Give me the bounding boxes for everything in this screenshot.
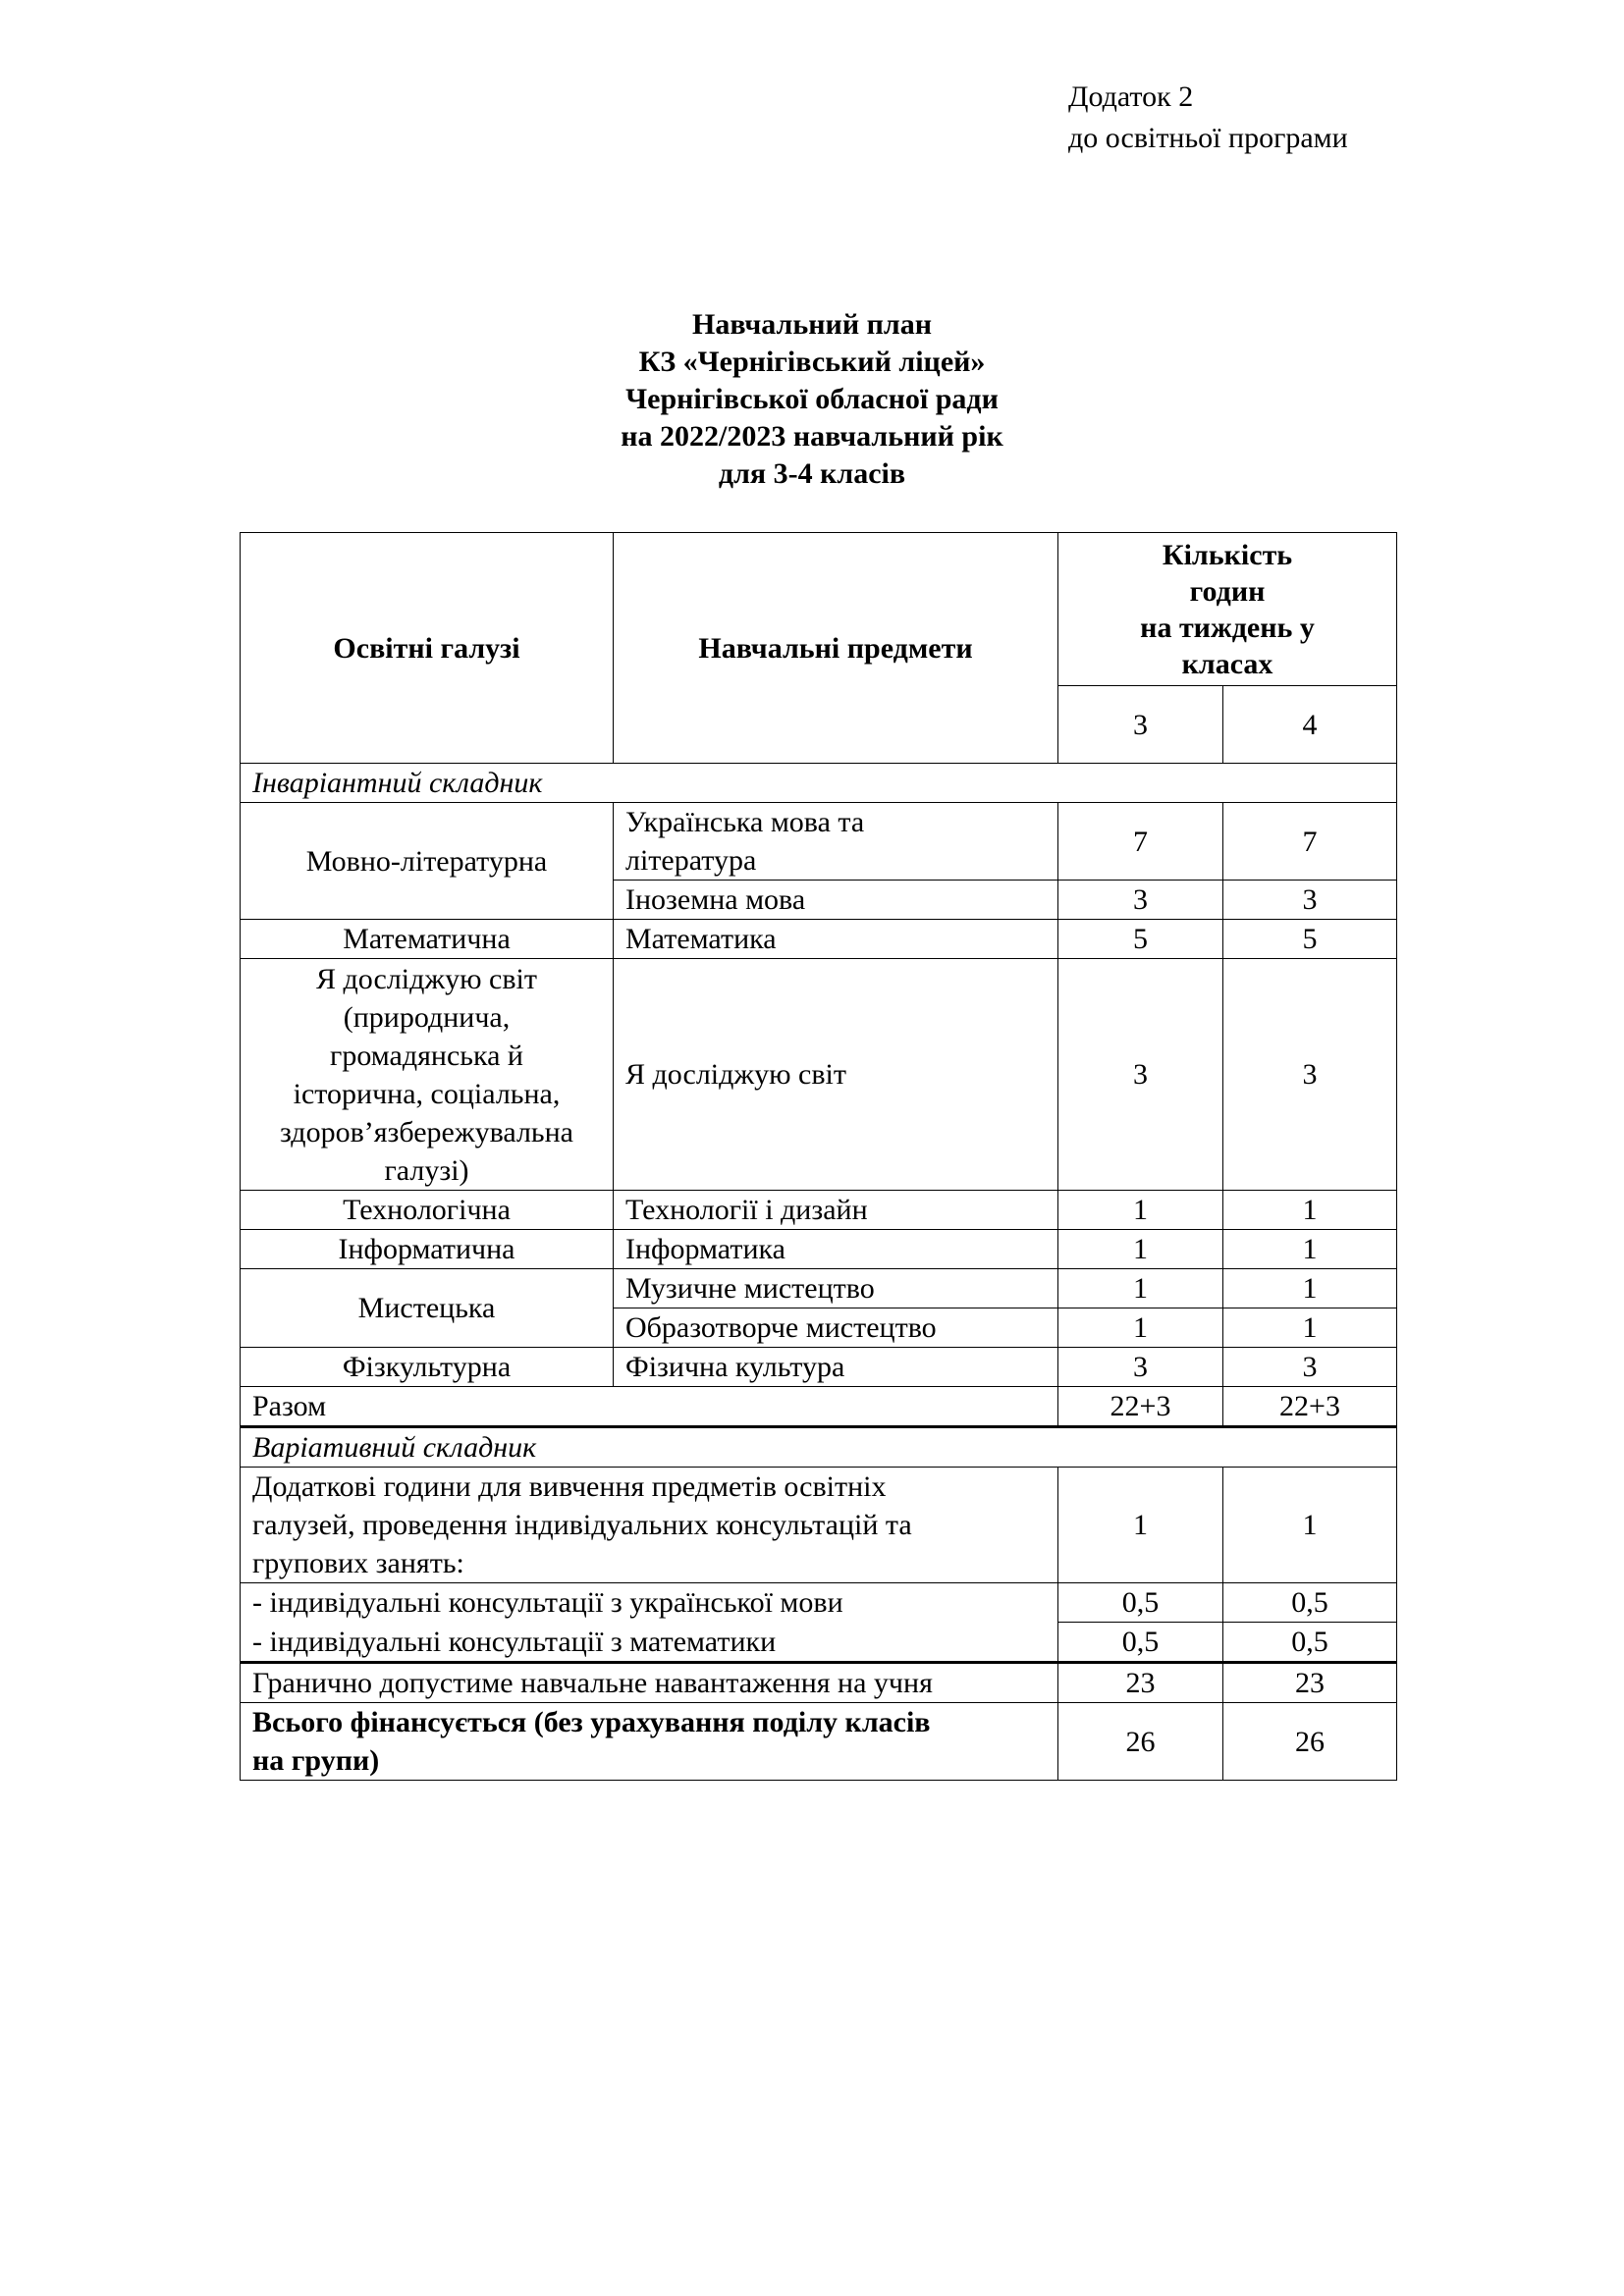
subject-ukrainian-line-1: Українська мова та bbox=[625, 806, 865, 838]
hours-grade-4: 3 bbox=[1223, 881, 1397, 920]
math-consult-label: - індивідуальні консультації з математики bbox=[241, 1623, 1058, 1663]
subject-visual-art: Образотворче мистецтво bbox=[614, 1308, 1058, 1348]
header-hours-line-1: Кількість bbox=[1162, 538, 1293, 571]
table-row bbox=[241, 1230, 1397, 1269]
hours-grade-3: 1 bbox=[1058, 1191, 1223, 1230]
hours-grade-3: 1 bbox=[1058, 1308, 1223, 1348]
total-grade-4: 22+3 bbox=[1223, 1387, 1397, 1427]
header-subject-cell bbox=[614, 533, 1058, 764]
total-grade-3: 22+3 bbox=[1058, 1387, 1223, 1427]
title-line-1: Навчальний план bbox=[691, 308, 933, 341]
financed-grade-4: 26 bbox=[1223, 1703, 1397, 1781]
subject-tech: Технології і дизайн bbox=[614, 1191, 1058, 1230]
ukr-consult-label: - індивідуальні консультації з української мови bbox=[241, 1583, 1058, 1623]
table-row bbox=[241, 1191, 1397, 1230]
table-row bbox=[241, 1623, 1397, 1663]
header-hours-line-3: на тиждень у bbox=[1140, 611, 1315, 644]
subject-ukrainian-line-2: література bbox=[625, 844, 757, 877]
header-hours-line-4: класах bbox=[1181, 647, 1273, 680]
hours-grade-4: 5 bbox=[1223, 920, 1397, 959]
hours-grade-4: 1 bbox=[1223, 1191, 1397, 1230]
annex-note bbox=[1068, 77, 1348, 159]
subject-ukrainian bbox=[614, 803, 1058, 881]
header-field-label: Освітні галузі bbox=[333, 631, 520, 665]
limit-label: Гранично допустиме навчальне навантаження на учня bbox=[241, 1663, 1058, 1703]
title-line-4: на 2022/2023 навчальний рік bbox=[621, 420, 1003, 453]
hours-grade-4: 0,5 bbox=[1223, 1583, 1397, 1623]
hours-grade-3: 5 bbox=[1058, 920, 1223, 959]
annex-line-2: до освітньої програми bbox=[1068, 122, 1348, 154]
hours-grade-3: 7 bbox=[1058, 803, 1223, 881]
title-line-2: КЗ «Чернігівський ліцей» bbox=[638, 346, 986, 378]
document-title bbox=[0, 306, 1624, 493]
hours-grade-3: 3 bbox=[1058, 1348, 1223, 1387]
extra-hours-line-3: групових занять: bbox=[252, 1547, 464, 1579]
field-art: Мистецька bbox=[241, 1269, 614, 1348]
section-row-variative bbox=[241, 1427, 1397, 1468]
financed-row bbox=[241, 1703, 1397, 1781]
hours-grade-4: 3 bbox=[1223, 959, 1397, 1191]
grade-4-header: 4 bbox=[1223, 686, 1397, 764]
field-world-line-2: (природнича, bbox=[343, 1000, 511, 1034]
total-label: Разом bbox=[241, 1387, 1058, 1427]
table-row bbox=[241, 1269, 1397, 1308]
variative-label: Варіативний складник bbox=[241, 1427, 1397, 1468]
hours-grade-4: 1 bbox=[1223, 1230, 1397, 1269]
hours-grade-4: 1 bbox=[1223, 1468, 1397, 1583]
hours-grade-4: 0,5 bbox=[1223, 1623, 1397, 1663]
subject-music: Музичне мистецтво bbox=[614, 1269, 1058, 1308]
limit-row bbox=[241, 1663, 1397, 1703]
subject-pe: Фізична культура bbox=[614, 1348, 1058, 1387]
field-world bbox=[241, 959, 614, 1191]
field-tech: Технологічна bbox=[241, 1191, 614, 1230]
table-row bbox=[241, 803, 1397, 881]
hours-grade-4: 1 bbox=[1223, 1269, 1397, 1308]
header-hours-line-2: годин bbox=[1189, 574, 1266, 608]
hours-grade-4: 3 bbox=[1223, 1348, 1397, 1387]
subject-info: Інформатика bbox=[614, 1230, 1058, 1269]
financed-grade-3: 26 bbox=[1058, 1703, 1223, 1781]
table-row bbox=[241, 1468, 1397, 1583]
hours-grade-3: 1 bbox=[1058, 1468, 1223, 1583]
header-field-cell bbox=[241, 533, 614, 764]
extra-hours-line-1: Додаткові години для вивчення предметів освітніх bbox=[252, 1470, 887, 1503]
header-hours-cell bbox=[1058, 533, 1397, 686]
field-world-line-1: Я досліджую світ bbox=[316, 962, 537, 995]
hours-grade-4: 1 bbox=[1223, 1308, 1397, 1348]
curriculum-table bbox=[240, 532, 1397, 1781]
field-world-line-6: галузі) bbox=[384, 1153, 469, 1187]
header-subject-label: Навчальні предмети bbox=[698, 631, 973, 665]
field-pe: Фізкультурна bbox=[241, 1348, 614, 1387]
hours-grade-3: 1 bbox=[1058, 1269, 1223, 1308]
field-world-line-4: історична, соціальна, bbox=[293, 1077, 561, 1110]
field-math: Математична bbox=[241, 920, 614, 959]
hours-grade-4: 7 bbox=[1223, 803, 1397, 881]
section-row-invariant bbox=[241, 764, 1397, 803]
financed-line-2: на групи) bbox=[252, 1744, 380, 1777]
table-row bbox=[241, 959, 1397, 1191]
hours-grade-3: 0,5 bbox=[1058, 1583, 1223, 1623]
financed-line-1: Всього фінансується (без урахування поділу класів bbox=[252, 1706, 931, 1738]
field-world-line-5: здоров’язбережувальна bbox=[280, 1115, 573, 1148]
field-info: Інформатична bbox=[241, 1230, 614, 1269]
hours-grade-3: 1 bbox=[1058, 1230, 1223, 1269]
field-world-line-3: громадянська й bbox=[330, 1039, 523, 1072]
subject-world: Я досліджую світ bbox=[614, 959, 1058, 1191]
table-row bbox=[241, 920, 1397, 959]
total-row bbox=[241, 1387, 1397, 1427]
extra-hours-label bbox=[241, 1468, 1058, 1583]
financed-label bbox=[241, 1703, 1058, 1781]
title-line-3: Чернігівської обласної ради bbox=[625, 383, 999, 415]
hours-grade-3: 0,5 bbox=[1058, 1623, 1223, 1663]
limit-grade-4: 23 bbox=[1223, 1663, 1397, 1703]
hours-grade-3: 3 bbox=[1058, 881, 1223, 920]
limit-grade-3: 23 bbox=[1058, 1663, 1223, 1703]
invariant-label: Інваріантний складник bbox=[241, 764, 1397, 803]
field-language: Мовно-літературна bbox=[241, 803, 614, 920]
table-header-row bbox=[241, 533, 1397, 686]
grade-3-header: 3 bbox=[1058, 686, 1223, 764]
hours-grade-3: 3 bbox=[1058, 959, 1223, 1191]
subject-math: Математика bbox=[614, 920, 1058, 959]
table-row bbox=[241, 1583, 1397, 1623]
subject-foreign-language: Іноземна мова bbox=[614, 881, 1058, 920]
table-row bbox=[241, 1348, 1397, 1387]
extra-hours-line-2: галузей, проведення індивідуальних консультацій та bbox=[252, 1509, 912, 1541]
title-line-5: для 3-4 класів bbox=[718, 457, 906, 490]
annex-line-1: Додаток 2 bbox=[1068, 80, 1194, 113]
